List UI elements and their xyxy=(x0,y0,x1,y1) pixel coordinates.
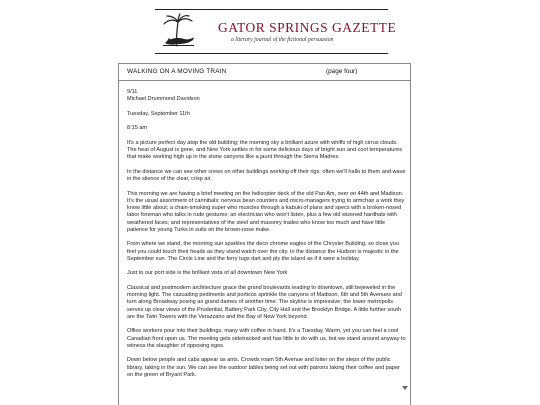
paragraph: In the distance we can see other crews on other buildings working off their rigs; often we'll hallo to them and wave in the silence of the clear, crisp air. xyxy=(127,168,406,182)
dateline: 9/11 xyxy=(127,89,138,95)
paragraph: From where we stand, the morning sun sparkles the deco chrome eagles of the Chrysler Building, so close you feel you could touch their heads as they stand watch over the city. In the distance the Hudson is majestic in the September sun. The Circle Line and the ferry tugs dart and ply the island as if it were a holiday. xyxy=(127,241,399,262)
byline xyxy=(127,89,406,104)
scroll-down-button[interactable] xyxy=(402,382,408,396)
article-body xyxy=(127,89,406,386)
entry-date: Tuesday, September 11th xyxy=(127,110,190,117)
page-label: (page four) xyxy=(326,68,358,75)
author-name: Michael Drummond Davidson xyxy=(127,96,200,103)
article-frame xyxy=(118,63,411,405)
chevron-down-icon xyxy=(402,386,408,390)
alligator-palm-logo-icon xyxy=(160,13,196,49)
paragraph: Down below people and cabs appear as ants. Crowds roam 5th Avenue and loiter on the steps of the public library, taking in the sun. We can see the outdoor tables being set out with patrons taking their coffee and paper on the green of Bryant Park. xyxy=(127,357,400,378)
paragraph: Classical and postmodern architecture grace the grand boulevards leading to downtown, still bejeweled in the morning light. The cascading pediments and porticos sprinkle the canyons of Madison, 6th and 5th Avenues and turn along Broadway posing as grand dames of another time. The skyline is impressive; the lower metropolis serves up clear views of the Prudential, Battery Park City, City Hall and the Brooklyn Bridge. A little further south are the Twin Towers with the Verazzano and the Bay of New York beyond. xyxy=(127,284,402,320)
paragraph: This morning we are having a brief meeting on the helicopter deck of the old Pan Am, over on 44th and Madison. It's the usual assortment of cannibals: nervous bean counters and micro-managers trying to armchair a work they know little about; a chain-smoking super who muscles through a kabuki of plans and specs with a broken-nosed labor foreman who talks in rude gestures; an electrician who won't listen, plus a few old wizened hardhats with weathered faces; and representatives of the steel and masonry trades who know too much and have little patience for young Turks in suits on the brown-nose make. xyxy=(127,190,405,233)
paragraph: It's a picture perfect day atop the old building; the morning sky a brilliant azure with whiffs of high cirrus clouds. The heat of August is gone, and New York settles in for some delicious days of bright sun and cool temperatures that make working high up in the stone canyons like a jaunt through the Sierra Madres. xyxy=(127,139,403,161)
masthead-bottom-rule xyxy=(155,53,388,54)
article-title: WALKING ON A MOVING TRAIN xyxy=(127,68,227,75)
paragraph: Office workers pour into their buildings, many with coffee in hand. It's a Tuesday. Warm, yet you can feel a cool Canadian front upon us. The meeting gets sidetracked and has little to do with us, but we stand around anyway to witness the slaughter of opposing egos. xyxy=(127,328,406,349)
gazette-title: GATOR SPRINGS GAZETTE xyxy=(218,20,397,35)
paragraph: Just to our port side is the brilliant vista of all downtown New York xyxy=(127,270,288,277)
article-header xyxy=(119,64,410,81)
masthead-top-rule xyxy=(155,9,388,10)
entry-time: 8:15 am xyxy=(127,125,148,132)
masthead xyxy=(0,0,540,60)
gazette-subtitle: a literary journal of the fictional persuasion xyxy=(231,37,334,43)
